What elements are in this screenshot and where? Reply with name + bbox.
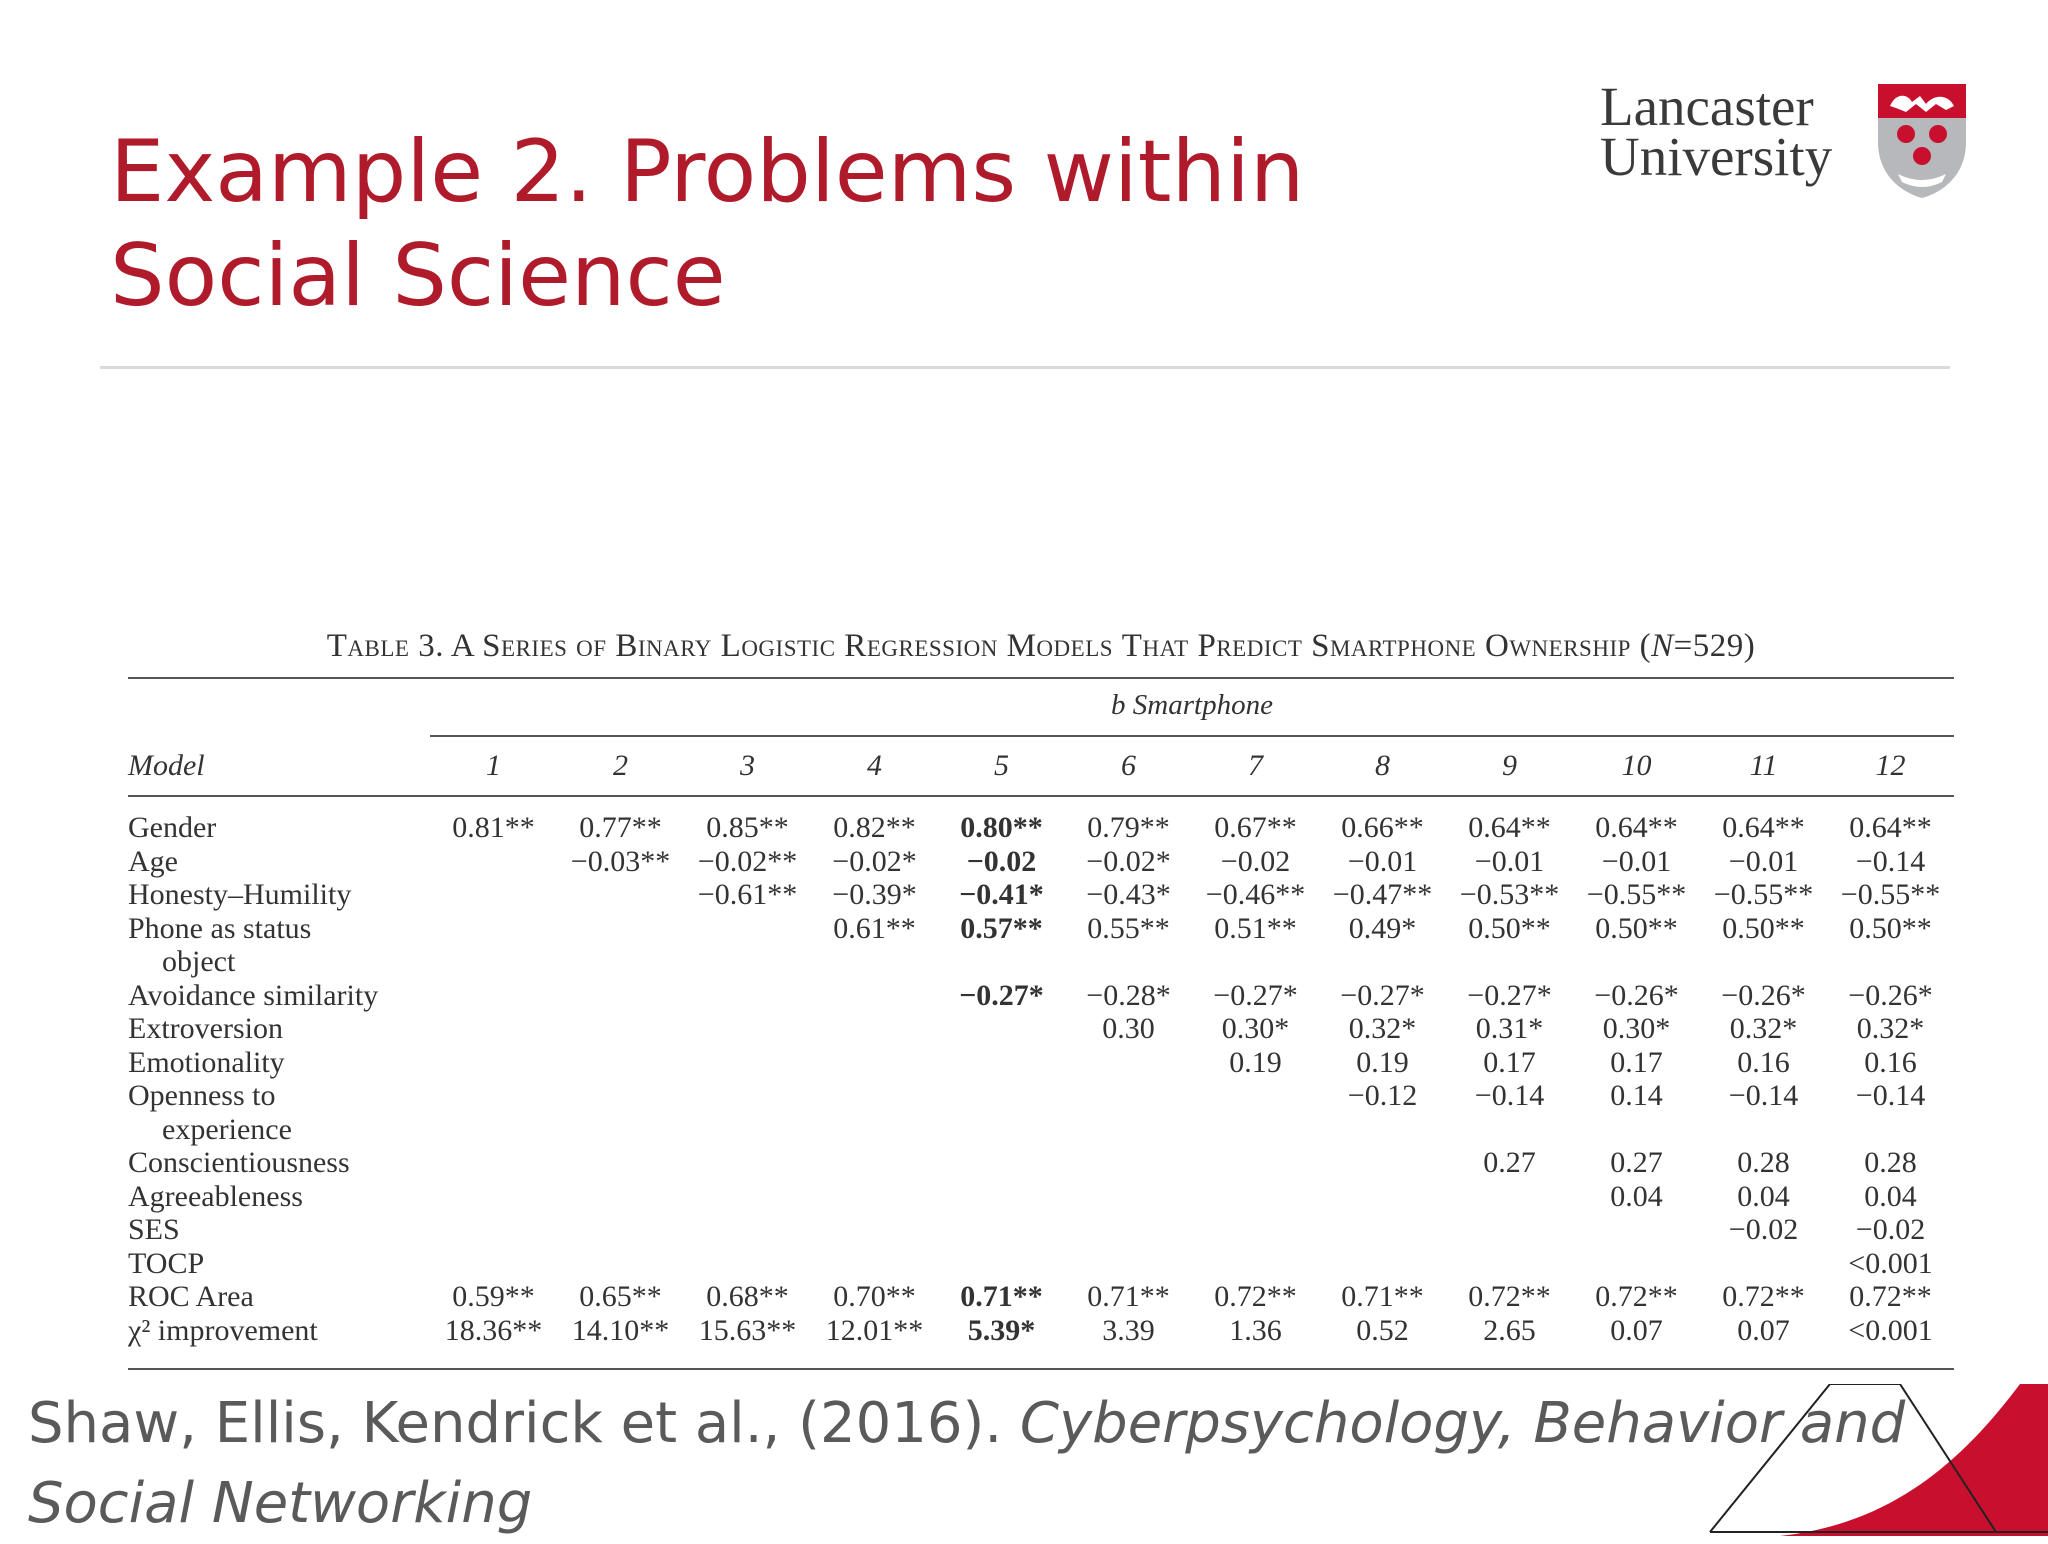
table-cell: −0.14 xyxy=(1474,1079,1545,1112)
table-cell xyxy=(811,1247,938,1281)
table-cell xyxy=(1446,1213,1573,1247)
table-cell xyxy=(1192,1247,1319,1281)
table-cell xyxy=(938,1079,1065,1113)
table-cell xyxy=(1446,1180,1573,1214)
table-cell: −0.01 xyxy=(1474,844,1545,878)
table-cell: −0.14 xyxy=(1728,1079,1799,1112)
table-cell xyxy=(557,1113,684,1147)
table-cell: 18.36** xyxy=(444,1313,543,1347)
table-cell xyxy=(430,979,557,1013)
table-cell: −0.02 xyxy=(1728,1213,1799,1246)
table-cell: 0.61** xyxy=(833,911,916,945)
table-cell xyxy=(430,1213,557,1247)
table-cell xyxy=(1065,1180,1192,1214)
table-cell: 0.71** xyxy=(960,1280,1043,1313)
corner-decoration xyxy=(1630,1384,2048,1536)
table-cell xyxy=(811,1146,938,1180)
table-cell: −0.53** xyxy=(1459,878,1560,911)
table-row xyxy=(128,1046,1954,1080)
table-cell: −0.02 xyxy=(1855,1213,1926,1246)
table-row xyxy=(128,878,1954,912)
row-label: SES xyxy=(128,1213,180,1246)
table-cell: 0.85** xyxy=(706,811,789,844)
table-cell: 0.28 xyxy=(1737,1146,1790,1179)
table-cell: 0.28 xyxy=(1864,1146,1917,1179)
table-cell xyxy=(1446,1247,1573,1281)
table-cell: 0.50** xyxy=(1849,911,1932,945)
table-cell: 0.32* xyxy=(1729,1012,1798,1045)
citation-journal: Cyberpsychology, Behavior and xyxy=(1019,1391,1906,1456)
model-label: Model xyxy=(128,749,205,782)
column-header: 10 xyxy=(1621,749,1652,782)
table-cell xyxy=(430,1146,557,1180)
table-cell xyxy=(811,1046,938,1080)
table-cell: 0.16 xyxy=(1737,1045,1790,1079)
table-cell xyxy=(938,1012,1065,1046)
table-cell: 0.71** xyxy=(1341,1280,1424,1313)
table-cell: 0.55** xyxy=(1087,911,1170,945)
column-header: 8 xyxy=(1375,749,1390,782)
table-cell: −0.14 xyxy=(1855,1079,1926,1112)
table-column-header-row xyxy=(128,737,1954,797)
table-cell xyxy=(557,1247,684,1281)
table-cell xyxy=(1319,945,1446,979)
table-cell: 0.59** xyxy=(452,1280,535,1313)
table-cell xyxy=(1192,1213,1319,1247)
regression-table xyxy=(128,620,1954,1380)
table-cell: 3.39 xyxy=(1102,1313,1155,1347)
table-cell: 0.72** xyxy=(1595,1280,1678,1313)
row-label: Conscientiousness xyxy=(128,1146,350,1179)
table-cell: 0.04 xyxy=(1737,1179,1790,1213)
row-label: Extroversion xyxy=(128,1012,283,1045)
group-header-label: b Smartphone xyxy=(430,689,1954,737)
table-cell: 14.10** xyxy=(571,1313,670,1347)
table-cell xyxy=(557,1046,684,1080)
table-cell: −0.41* xyxy=(959,878,1044,911)
table-cell xyxy=(684,945,811,979)
table-cell: −0.39* xyxy=(832,878,917,911)
table-cell xyxy=(430,1046,557,1080)
table-cell: 0.71** xyxy=(1087,1280,1170,1313)
table-cell xyxy=(1192,1180,1319,1214)
table-cell xyxy=(684,1146,811,1180)
table-cell xyxy=(684,912,811,946)
table-cell xyxy=(938,1213,1065,1247)
table-cell xyxy=(1573,1247,1700,1281)
table-row xyxy=(128,912,1954,946)
table-cell: 0.81** xyxy=(452,811,535,844)
table-cell: 0.30 xyxy=(1102,1012,1155,1045)
table-cell xyxy=(1319,1113,1446,1147)
table-cell: 5.39* xyxy=(967,1313,1036,1347)
row-label: ROC Area xyxy=(128,1280,254,1313)
table-cell xyxy=(684,1012,811,1046)
table-row xyxy=(128,1146,1954,1180)
table-cell xyxy=(1192,1146,1319,1180)
table-cell xyxy=(1319,1180,1446,1214)
table-cell: 0.80** xyxy=(960,811,1043,844)
table-cell: −0.26* xyxy=(1848,978,1933,1012)
table-row xyxy=(128,1180,1954,1214)
table-cell xyxy=(1700,945,1827,979)
table-cell xyxy=(1065,1247,1192,1281)
table-cell: 0.51** xyxy=(1214,911,1297,945)
table-cell xyxy=(811,1012,938,1046)
table-cell: 0.65** xyxy=(579,1280,662,1313)
table-cell xyxy=(684,1180,811,1214)
table-cell: −0.28* xyxy=(1086,978,1171,1012)
row-label: Avoidance similarity xyxy=(128,978,379,1012)
table-cell: 0.31* xyxy=(1475,1012,1544,1045)
table-cell: −0.47** xyxy=(1332,878,1433,911)
logo-line-2: University xyxy=(1600,126,1833,187)
table-cell: 0.16 xyxy=(1864,1045,1917,1079)
table-cell: 0.64** xyxy=(1849,811,1932,844)
table-cell: −0.01 xyxy=(1347,844,1418,878)
column-header: 2 xyxy=(613,749,628,782)
table-row xyxy=(128,1012,1954,1046)
table-caption: Table 3. A Series of Binary Logistic Regression Models That Predict Smartphone Ownership (N=529) xyxy=(326,628,1756,664)
table-cell xyxy=(557,945,684,979)
table-cell: 0.50** xyxy=(1722,911,1805,945)
table-cell xyxy=(1446,1113,1573,1147)
table-cell xyxy=(811,945,938,979)
column-header: 6 xyxy=(1121,749,1136,782)
column-header: 5 xyxy=(994,749,1009,782)
table-cell xyxy=(430,912,557,946)
table-cell xyxy=(811,1079,938,1113)
table-cell: 0.04 xyxy=(1610,1179,1663,1213)
shield-icon xyxy=(1876,82,1968,200)
table-cell: 0.67** xyxy=(1214,811,1297,844)
row-label: TOCP xyxy=(128,1246,205,1280)
table-cell xyxy=(1065,1046,1192,1080)
row-label: Gender xyxy=(128,811,217,844)
table-cell: 0.19 xyxy=(1229,1045,1282,1079)
table-cell xyxy=(1192,1113,1319,1147)
table-cell xyxy=(1573,945,1700,979)
table-cell: 0.50** xyxy=(1595,911,1678,945)
table-cell: −0.02* xyxy=(832,844,917,878)
citation xyxy=(28,1384,1905,1544)
table-cell: −0.03** xyxy=(570,844,671,878)
table-cell: −0.02** xyxy=(697,844,798,878)
table-cell: 0.07 xyxy=(1737,1313,1790,1347)
table-cell xyxy=(684,1079,811,1113)
column-header: 12 xyxy=(1875,749,1906,782)
table-cell: −0.61** xyxy=(697,878,798,911)
table-cell xyxy=(430,1113,557,1147)
table-cell xyxy=(1319,1247,1446,1281)
citation-authors: Shaw, Ellis, Kendrick et al., (2016). xyxy=(28,1391,1020,1456)
table-cell: 0.30* xyxy=(1221,1012,1290,1045)
column-header: 1 xyxy=(486,749,501,782)
row-label: Emotionality xyxy=(128,1045,285,1079)
table-row xyxy=(128,1113,1954,1147)
table-cell: 0.72** xyxy=(1849,1280,1932,1313)
table-cell: 0.82** xyxy=(833,811,916,844)
table-cell: 0.72** xyxy=(1722,1280,1805,1313)
table-cell: −0.26* xyxy=(1721,978,1806,1012)
table-cell xyxy=(1573,1113,1700,1147)
table-cell: 15.63** xyxy=(698,1313,797,1347)
table-cell: −0.02 xyxy=(1220,844,1291,878)
table-cell xyxy=(684,979,811,1013)
row-label: χ² improvement xyxy=(128,1313,318,1347)
table-cell xyxy=(430,1180,557,1214)
table-cell: −0.14 xyxy=(1855,844,1926,878)
table-cell: −0.55** xyxy=(1586,878,1687,911)
table-cell: 0.17 xyxy=(1483,1045,1536,1079)
table-cell xyxy=(1192,945,1319,979)
table-cell: −0.26* xyxy=(1594,978,1679,1012)
table-cell xyxy=(1065,945,1192,979)
table-row xyxy=(128,1314,1954,1348)
table-cell: −0.12 xyxy=(1347,1079,1418,1112)
table-cell: 0.70** xyxy=(833,1280,916,1313)
table-cell xyxy=(938,1046,1065,1080)
table-cell: 0.64** xyxy=(1468,811,1551,844)
table-row xyxy=(128,1079,1954,1113)
table-cell: 0.07 xyxy=(1610,1313,1663,1347)
table-cell xyxy=(430,1012,557,1046)
table-cell xyxy=(1700,1247,1827,1281)
row-label: Age xyxy=(128,844,178,878)
table-cell xyxy=(684,1213,811,1247)
table-cell xyxy=(1319,1213,1446,1247)
row-label: Honesty–Humility xyxy=(128,878,352,911)
table-cell xyxy=(557,979,684,1013)
table-cell xyxy=(557,1079,684,1113)
title-divider xyxy=(100,366,1950,369)
table-cell xyxy=(811,1180,938,1214)
table-cell xyxy=(557,1213,684,1247)
table-row xyxy=(128,945,1954,979)
row-label: Phone as status xyxy=(128,911,312,945)
table-cell: −0.01 xyxy=(1601,844,1672,878)
table-cell: −0.55** xyxy=(1840,878,1941,911)
table-cell xyxy=(938,1247,1065,1281)
table-cell: 0.64** xyxy=(1595,811,1678,844)
table-cell xyxy=(430,945,557,979)
slide-title: Example 2. Problems within Social Science xyxy=(110,122,1305,326)
table-cell: 0.19 xyxy=(1356,1045,1409,1079)
table-cell xyxy=(1700,1113,1827,1147)
table-row xyxy=(128,1247,1954,1281)
logo-wordmark xyxy=(1600,76,1833,187)
table-cell xyxy=(557,878,684,912)
table-cell xyxy=(1446,945,1573,979)
table-cell xyxy=(430,878,557,912)
table-cell: −0.27* xyxy=(959,978,1044,1012)
table-cell: 0.57** xyxy=(960,911,1043,945)
table-cell: 0.68** xyxy=(706,1280,789,1313)
table-row xyxy=(128,845,1954,879)
table-cell: <0.001 xyxy=(1848,1246,1933,1280)
column-header: 7 xyxy=(1248,749,1263,782)
table-cell xyxy=(557,1012,684,1046)
table-cell: 0.64** xyxy=(1722,811,1805,844)
university-logo xyxy=(1600,76,1970,200)
table-cell xyxy=(684,1113,811,1147)
table-cell: 0.50** xyxy=(1468,911,1551,945)
row-label: experience xyxy=(162,1112,292,1146)
table-cell xyxy=(1065,1113,1192,1147)
table-cell xyxy=(938,1146,1065,1180)
row-label: Agreeableness xyxy=(128,1179,303,1213)
table-cell xyxy=(430,1079,557,1113)
table-cell: −0.02* xyxy=(1086,844,1171,878)
table-cell xyxy=(1192,1079,1319,1113)
table-cell xyxy=(1827,1113,1954,1147)
column-header: 9 xyxy=(1502,749,1517,782)
table-cell: 0.66** xyxy=(1341,811,1424,844)
table-cell xyxy=(684,1046,811,1080)
table-cell: 0.72** xyxy=(1214,1280,1297,1313)
table-cell: 0.32* xyxy=(1348,1012,1417,1045)
table-cell: 0.52 xyxy=(1356,1313,1409,1347)
table-cell: 2.65 xyxy=(1483,1313,1536,1347)
table-cell: 0.04 xyxy=(1864,1179,1917,1213)
logo-line-1: Lancaster xyxy=(1600,76,1814,137)
table-row xyxy=(128,811,1954,845)
table-cell xyxy=(557,1180,684,1214)
table-cell: −0.55** xyxy=(1713,878,1814,911)
table-cell: 0.27 xyxy=(1483,1146,1536,1179)
table-cell: <0.001 xyxy=(1848,1313,1933,1347)
table-cell xyxy=(938,1113,1065,1147)
table-row xyxy=(128,979,1954,1013)
table-cell: 0.27 xyxy=(1610,1146,1663,1179)
table-cell xyxy=(1827,945,1954,979)
table-cell xyxy=(811,1113,938,1147)
table-row xyxy=(128,1280,1954,1314)
table-cell xyxy=(938,945,1065,979)
table-cell xyxy=(1065,1079,1192,1113)
table-cell xyxy=(1065,1146,1192,1180)
table-cell: −0.01 xyxy=(1728,844,1799,878)
table-cell xyxy=(811,979,938,1013)
table-cell: 0.17 xyxy=(1610,1045,1663,1079)
table-cell xyxy=(811,1213,938,1247)
table-cell xyxy=(430,845,557,879)
table-cell xyxy=(938,1180,1065,1214)
table-cell xyxy=(1319,1146,1446,1180)
table-cell: 0.77** xyxy=(579,811,662,844)
table-body xyxy=(128,811,1954,1347)
table-cell: 0.72** xyxy=(1468,1280,1551,1313)
table-cell: −0.27* xyxy=(1340,978,1425,1012)
table-cell: −0.02 xyxy=(966,844,1037,878)
table-cell: −0.46** xyxy=(1205,878,1306,911)
table-cell xyxy=(557,912,684,946)
table-cell xyxy=(557,1146,684,1180)
table-group-header xyxy=(128,689,1954,737)
table-cell xyxy=(430,1247,557,1281)
row-label: object xyxy=(162,945,236,978)
table-cell: 0.14 xyxy=(1610,1079,1663,1112)
table-cell: −0.27* xyxy=(1467,978,1552,1012)
column-header: 11 xyxy=(1749,749,1778,782)
table-top-rule xyxy=(128,677,1954,679)
table-cell: 0.49* xyxy=(1348,911,1417,945)
table-cell: 0.32* xyxy=(1856,1012,1925,1045)
table-cell: −0.43* xyxy=(1086,878,1171,911)
table-cell: 12.01** xyxy=(825,1313,924,1347)
citation-journal-continued: Social Networking xyxy=(28,1471,533,1536)
table-row xyxy=(128,1213,1954,1247)
table-bottom-rule xyxy=(128,1368,1954,1370)
table-cell: 1.36 xyxy=(1229,1313,1282,1347)
table-cell xyxy=(684,1247,811,1281)
table-cell xyxy=(1065,1213,1192,1247)
row-label: Openness to xyxy=(128,1079,276,1112)
table-cell: −0.27* xyxy=(1213,978,1298,1012)
table-cell xyxy=(1573,1213,1700,1247)
table-cell: 0.79** xyxy=(1087,811,1170,844)
column-header: 3 xyxy=(740,749,755,782)
table-cell: 0.30* xyxy=(1602,1012,1671,1045)
column-header: 4 xyxy=(867,749,882,782)
